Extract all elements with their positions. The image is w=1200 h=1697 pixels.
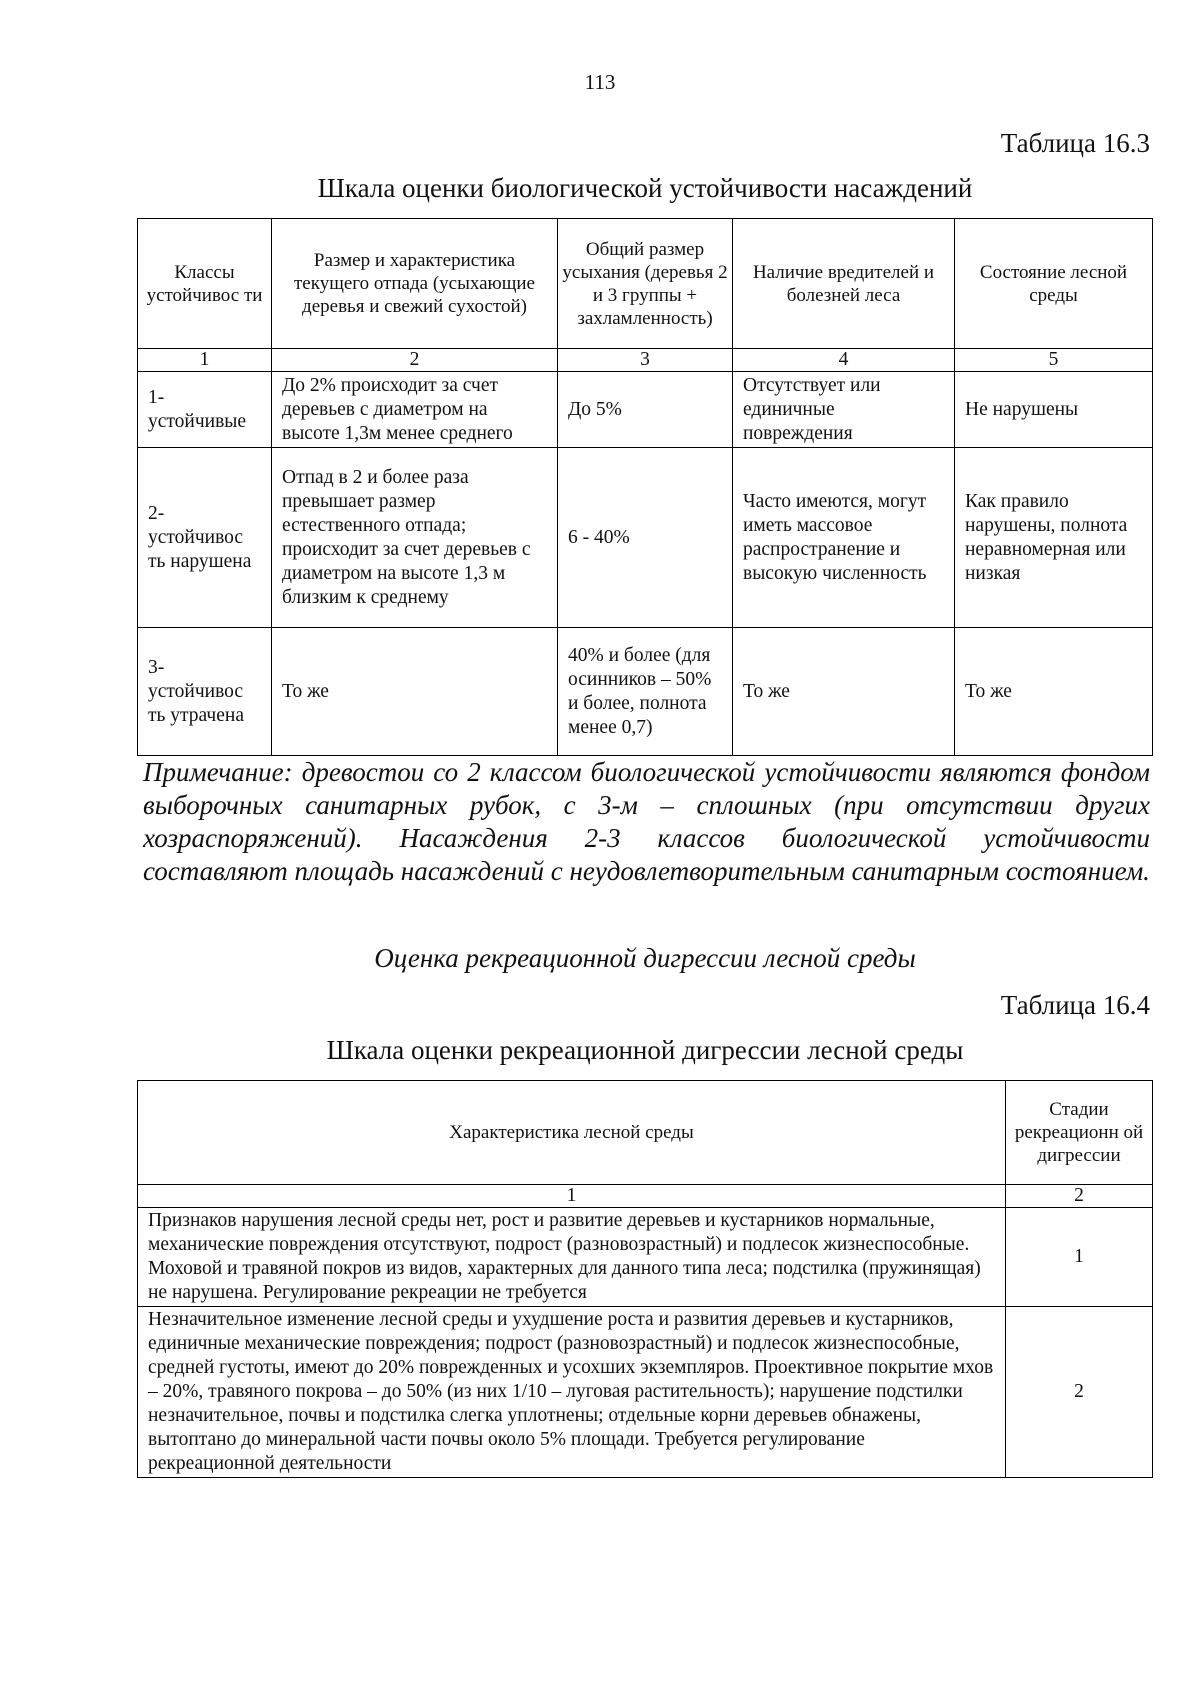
biological-stability-table xyxy=(137,218,1153,756)
column-number: 3 xyxy=(558,349,733,372)
header-cell: Общий размер усыхания (деревья 2 и 3 группы + захламленность) xyxy=(558,219,733,349)
table-16-4-title: Шкала оценки рекреационной дигрессии лесной среды xyxy=(326,1035,964,1065)
table-cell: 40% и более (для осинников – 50% и более, полнота менее 0,7) xyxy=(558,628,733,756)
header-cell: Размер и характеристика текущего отпада (усыхающие деревья и свежий сухостой) xyxy=(272,219,558,349)
column-number: 4 xyxy=(733,349,955,372)
table-cell: До 5% xyxy=(558,372,733,448)
table-row xyxy=(138,1208,1153,1307)
table-cell: 2- устойчивос ть нарушена xyxy=(138,448,272,628)
table-cell: 6 - 40% xyxy=(558,448,733,628)
column-number: 2 xyxy=(1006,1185,1153,1208)
table-row xyxy=(138,1307,1153,1478)
table-row xyxy=(138,628,1153,756)
table-header-row xyxy=(138,219,1153,349)
table-cell: То же xyxy=(272,628,558,756)
table-cell: Как правило нарушены, полнота неравномерная или низкая xyxy=(955,448,1153,628)
column-number-row xyxy=(138,349,1153,372)
header-cell: Стадии рекреационн ой дигрессии xyxy=(1006,1081,1153,1185)
table-header-row xyxy=(138,1081,1153,1185)
column-number: 5 xyxy=(955,349,1153,372)
table-16-3-title: Шкала оценки биологической устойчивости насаждений xyxy=(317,173,973,203)
table-cell: 3- устойчивос ть утрачена xyxy=(138,628,272,756)
header-cell: Состояние лесной среды xyxy=(955,219,1153,349)
section-heading: Оценка рекреационной дигрессии лесной среды xyxy=(374,943,916,973)
table-cell: То же xyxy=(733,628,955,756)
table-row xyxy=(138,448,1153,628)
table-cell: 2 xyxy=(1006,1307,1153,1478)
column-number: 1 xyxy=(138,349,272,372)
table-16-3-label: Таблица 16.3 xyxy=(1000,128,1150,158)
table-note: Примечание: древостои со 2 классом биологической устойчивости являются фондом выборочных санитарных рубок, с 3-м – сплошных (при отсутствии других хозраспоряжений). Насаждения 2-3 классов биологической устойчивости составляют площадь насаждений с неудовлетворительным санитарным состоянием. xyxy=(143,757,1150,886)
table-cell: Не нарушены xyxy=(955,372,1153,448)
table-cell: Часто имеются, могут иметь массовое распространение и высокую численность xyxy=(733,448,955,628)
header-cell: Классы устойчивос ти xyxy=(138,219,272,349)
column-number: 1 xyxy=(138,1185,1006,1208)
column-number-row xyxy=(138,1185,1153,1208)
table-cell: Признаков нарушения лесной среды нет, рост и развитие деревьев и кустарников нормальные, механические повреждения отсутствуют, подрост (разновозрастный) и подлесок жизнеспособные. Моховой и травяной покров из видов, характерных для данного типа леса; подстилка (пружинящая) не нарушена. Регулирование рекреации не требуется xyxy=(138,1208,1006,1307)
table-cell: То же xyxy=(955,628,1153,756)
recreational-digression-table xyxy=(137,1080,1153,1478)
table-cell: Незначительное изменение лесной среды и ухудшение роста и развития деревьев и кустарников, единичные механические повреждения; подрост (разновозрастный) и подлесок жизнеспособные, средней густоты, имеют до 20% поврежденных и усохших экземпляров. Проективное покрытие мхов – 20%, травяного покрова – до 50% (из них 1/10 – луговая растительность); нарушение подстилки незначительное, почвы и подстилка слегка уплотнены; отдельные корни деревьев обнажены, вытоптано до минеральной части почвы около 5% площади. Требуется регулирование рекреационной деятельности xyxy=(138,1307,1006,1478)
table-cell: До 2% происходит за счет деревьев с диаметром на высоте 1,3м менее среднего xyxy=(272,372,558,448)
table-cell: Отсутствует или единичные повреждения xyxy=(733,372,955,448)
page-number: 113 xyxy=(584,70,616,94)
table-cell: 1 xyxy=(1006,1208,1153,1307)
table-row xyxy=(138,372,1153,448)
header-cell: Характеристика лесной среды xyxy=(138,1081,1006,1185)
table-16-4-label: Таблица 16.4 xyxy=(1000,990,1150,1020)
table-cell: 1- устойчивые xyxy=(138,372,272,448)
header-cell: Наличие вредителей и болезней леса xyxy=(733,219,955,349)
column-number: 2 xyxy=(272,349,558,372)
table-cell: Отпад в 2 и более раза превышает размер естественного отпада; происходит за счет деревьев с диаметром на высоте 1,3 м близким к среднему xyxy=(272,448,558,628)
